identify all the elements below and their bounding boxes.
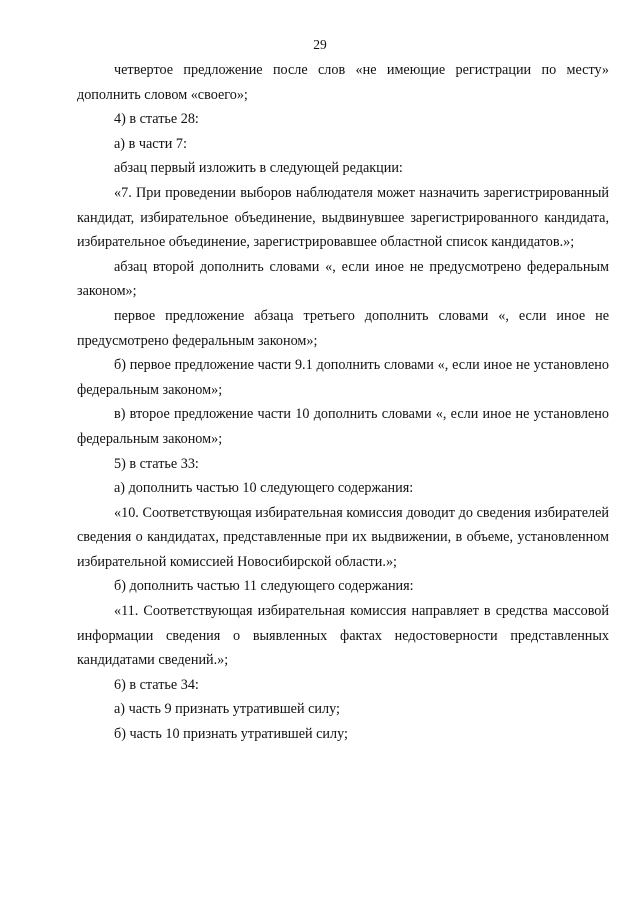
- paragraph: абзац первый изложить в следующей редакции:: [114, 160, 403, 177]
- paragraph: «10. Соответствующая избирательная комиссия доводит до сведения избирателей сведения о кандидатах, представленные при их выдвижении, в объеме, установленном избирательной комиссией Новосибирской области.»;: [77, 504, 609, 570]
- paragraph: абзац второй дополнить словами «, если иное не предусмотрено федеральным законом»;: [77, 258, 609, 300]
- paragraph: б) первое предложение части 9.1 дополнить словами «, если иное не установлено федеральным законом»;: [77, 357, 609, 398]
- paragraph: а) дополнить частью 10 следующего содержания:: [114, 480, 414, 497]
- document-body: [77, 58, 609, 747]
- paragraph: «7. При проведении выборов наблюдателя может назначить зарегистрированный кандидат, избирательное объединение, выдвинувшее зарегистрированного кандидата, избирательное объединение, зарегистрировавшее областной список кандидатов.»;: [77, 184, 609, 251]
- paragraph: а) часть 9 признать утратившей силу;: [114, 701, 340, 718]
- paragraph: 6) в статье 34:: [114, 676, 199, 693]
- paragraph: «11. Соответствующая избирательная комиссия направляет в средства массовой информации сведения о выявленных фактах недостоверности представленных кандидатами сведений.»;: [77, 603, 609, 669]
- paragraph: б) дополнить частью 11 следующего содержания:: [114, 578, 414, 595]
- paragraph: б) часть 10 признать утратившей силу;: [114, 726, 348, 743]
- paragraph: 5) в статье 33:: [114, 455, 199, 472]
- paragraph: в) второе предложение части 10 дополнить словами «, если иное не установлено федеральным законом»;: [77, 406, 609, 447]
- paragraph: а) в части 7:: [114, 135, 187, 152]
- page-number: 29: [313, 37, 327, 52]
- paragraph: 4) в статье 28:: [114, 111, 199, 128]
- paragraph: первое предложение абзаца третьего дополнить словами «, если иное не предусмотрено федеральным законом»;: [77, 307, 609, 349]
- paragraph: четвертое предложение после слов «не имеющие регистрации по месту» дополнить словом «своего»;: [77, 62, 609, 103]
